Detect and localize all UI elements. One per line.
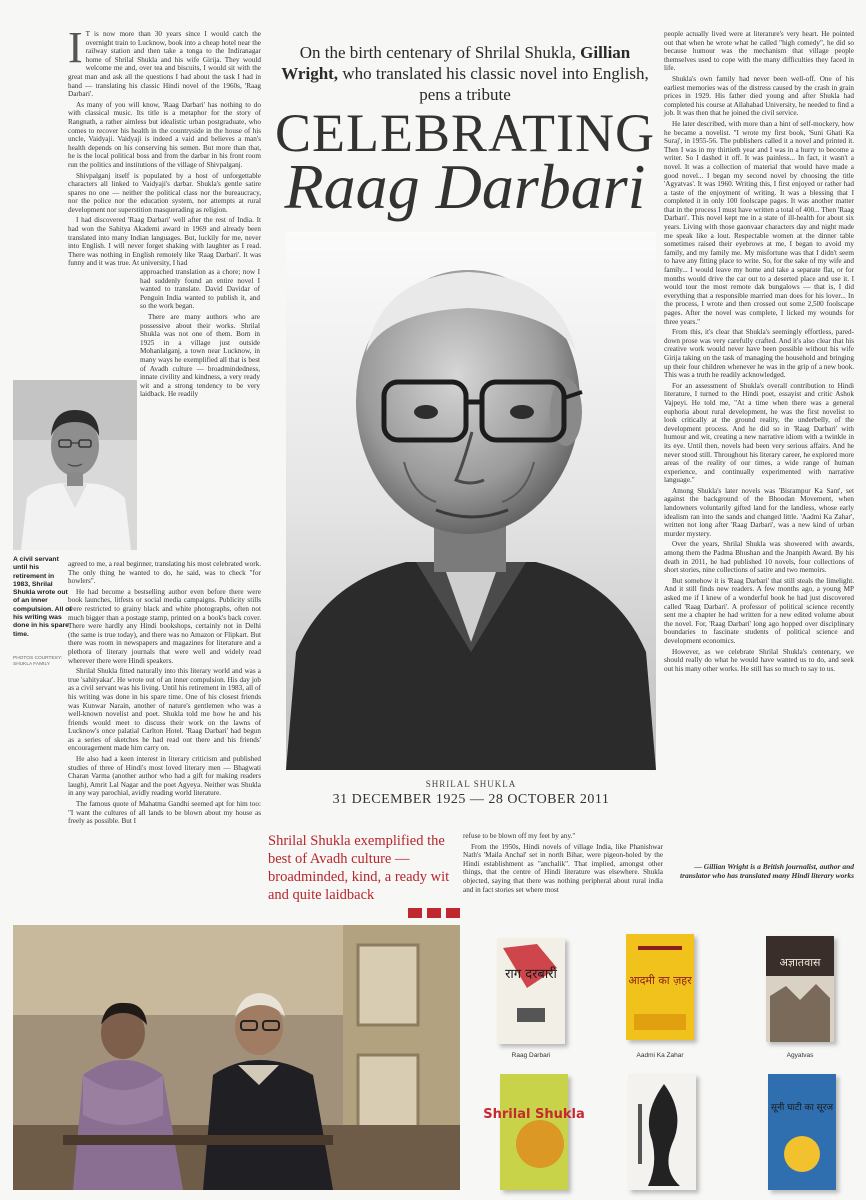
- paragraph: He had become a bestselling author even before there were book launches, litfests or social media campaigns. Publicity stills were restricted to grainy black and white photographs, often not much bigger than a postage stamp, printed on a book's back cover. There were hardly any Hindi bookshops, certainly not in Delhi (the same is true today), and there was no Amazon or Flipkart. But there was room in newspapers and magazines for literature and a plethora of literary journals that were well and widely read wherever there were Hindi speakers.: [68, 587, 261, 665]
- separator-block: [408, 908, 422, 918]
- book-cover-aadmi-ka-zahar: [626, 934, 694, 1040]
- headline-raag-darbari: Raag Darbari: [284, 151, 646, 222]
- article-column-4: [463, 832, 663, 896]
- article-column-3: [68, 560, 261, 890]
- paragraph: From this, it's clear that Shukla's seemingly effortless, pared-down prose was very carefully crafted. And it's also clear that his creative work would never have been possible without his wife Girija taking on the task of managing the household and bringing up their four children whenever he was in the grip of a new book. This was a truth he readily acknowledged.: [664, 328, 854, 380]
- paragraph: Over the years, Shrilal Shukla was showered with awards, among them the Padma Bhushan and the Jnanpith Award. By his death in 2011, he had published 10 novels, four collections of short stories, nine collections of satire and two memoirs.: [664, 540, 854, 575]
- paragraph: I T is now more than 30 years since I would catch the overnight train to Lucknow, book into a cheap hotel near the railway station and then take a tonga to the Indiranagar home of Shrilal Shukla and his wife Girija. They would welcome me and, over tea and biscuits, I would sit with the great man and ask all the questions I had about the task I had in hand — translating his classic Hindi novel of the 1960s, 'Raag Darbari'.: [68, 23, 261, 99]
- main-portrait-photo: [286, 232, 656, 770]
- section-separator: [408, 908, 460, 918]
- book-cover-title: सूनी घाटी का सूरज: [770, 1103, 834, 1113]
- article-column-1: [68, 23, 261, 268]
- paragraph: But somehow it is 'Raag Darbari' that still steals the limelight. And it still finds new readers. A few months ago, a young MP asked me if I knew of a wonderful book he had just discovered called 'Raag Darbari'. A professor of political science recently sent me a chapter he had written for a new edited volume about the novel. For, 'Raag Darbari' long ago hopped over disciplinary boundaries to fascinate students of political science and development economics.: [664, 576, 854, 645]
- book-cover-title: Shrilal Shukla: [483, 1107, 585, 1122]
- couple-photo: [13, 925, 460, 1190]
- paragraph: people actually lived were at literature's very heart. He pointed out that when he wrote what he called "high comedy", he did so because humour was the mechanism that village people themselves used to cope with the many difficulties they faced in life.: [664, 30, 854, 73]
- separator-block: [427, 908, 441, 918]
- paragraph: refuse to be blown off my feet by any.": [463, 832, 576, 840]
- portrait-caption-name: SHRILAL SHUKLA: [425, 779, 517, 789]
- paragraph: He later described, with more than a hint of self-mockery, how he became a novelist. "I wrote my first book, 'Suni Ghati Ka Suraj', in 1955-56. The publishers called it a novel and printed it. Then I was in my thirtieth year and I was in a hurry to become a writer. So I dashed it off. It was painless... In fact, it wasn't a novel. It was a collection of material that would have made a good novel... I began my second novel by choosing the title 'Agyatvas'. It was 1960. Writing this, I first enjoyed or rather had a taste of the enjoyment of writing. It was a blessing that I completed it in only 100 foolscape pages. It was another matter that in the process I must have written a total of 400... Then 'Raag Darbari'. This novel kept me in a state of ill-health for about six years. Living with those gaonvaar characters day and night made me speak like a lout. Respectable women at the dinner table sometimes raised their eyebrows at me, I began to avoid my family, and my family me. My misfortune was that I didn't seem to have any fitting place to write. So, for the sake of my wife and family... I would leave my home and take a separate flat, or for months would drive the car out to a deserted place and use it. I would tour the most remote dak bungalows — that is, I did everything that a responsible married man does for his lover... In the process, I wrote and then crossed out some 2,500 foolscape pages. After the novel was complete, I licked my wounds for three years.": [664, 119, 854, 326]
- paragraph: Shukla's own family had never been well-off. One of his earliest memories was of the distress caused by the crash in grain prices in 1929. His father died young and after Shukla had completed his course at Allahabad University, he needed to find a job. It was then that he joined the civil service.: [664, 74, 854, 118]
- pull-quote: Shrilal Shukla exemplified the best of Avadh culture — broadminded, kind, a ready wit and quite laidback: [268, 833, 450, 903]
- paragraph: agreed to me, a real beginner, translating his most celebrated work. The only thing he wanted to do, he said, was to check "for howlers".: [68, 560, 261, 586]
- portrait-caption-dates: 31 DECEMBER 1925 — 28 OCTOBER 2011: [332, 792, 610, 807]
- book-cover-agyatvas: [766, 936, 834, 1042]
- standfirst: On the birth centenary of Shrilal Shukla, Gillian Wright, who translated his classic novel into English, pens a tribute: [281, 43, 649, 104]
- book-cover-shrilal-shukla: [483, 1074, 585, 1190]
- paragraph: For an assessment of Shukla's overall contribution to Hindi literature, I turned to the Hindi poet, essayist and critic Ashok Vajpeyi. He told me, "At a time when there was a general euphoria about rural development, he was the first novelist to look critically at the ground reality, the underbelly, of the development process. And he did so in 'Raag Darbari' with humour and wit, creating a new narrative idiom with a twinkle in its eye. Until then, novels had been very serious affairs. And he never stood still. Throughout his literary career, he explored more areas of the reality of our times, a wide range of human experience, and continually experimented with narrative language.": [664, 381, 854, 485]
- book-label-aadmi-ka-zahar: Aadmi Ka Zahar: [636, 1052, 684, 1059]
- book-cover-title: आदमी का ज़हर: [628, 974, 692, 987]
- drop-cap: I: [68, 23, 83, 72]
- book-cover-raag-darbari: [497, 938, 565, 1044]
- article-column-5: [664, 30, 854, 860]
- book-cover-title: अज्ञातवास: [779, 956, 821, 969]
- author-byline: — Gillian Wright is a British journalist, author and translator who has translated many Hindi literary works: [680, 862, 854, 880]
- author-name: Gillian Wright,: [281, 43, 631, 83]
- separator-block: [446, 908, 460, 918]
- article-column-2: [140, 268, 260, 558]
- paragraph: From the 1950s, Hindi novels of village India, like Phanishwar Nath's 'Maila Anchal' set in north Bihar, were pigeon-holed by the Hindi establishment as "anchalik". That implied, amongst other things, that the centre of Hindi literature was elsewhere. Shukla objected, saying that there was nothing peripheral about rural india and in fact stories set where most: [463, 842, 663, 894]
- inset-portrait-photo: [13, 380, 137, 550]
- book-cover-untitled: [628, 1074, 696, 1190]
- paragraph: Among Shukla's later novels was 'Bisrampur Ka Sant', set against the background of the Bhoodan Movement, when landowners voluntarily gifted land for the landless, whose early idealism ran into the sands and changed little. 'Aadmi Ka Zahar', written not long after 'Raag Darbari', was a new kind of urban murder mystery.: [664, 486, 854, 538]
- inset-caption: A civil servant until his retirement in 1983, Shrilal Shukla wrote out of an inner compulsion. All of his writing was done in his spare time.: [13, 556, 72, 638]
- paragraph: approached translation as a chore; now I had suddenly found an entire novel I wanted to translate. David Davidar of Penguin India wanted to publish it, and so the work began.: [140, 268, 260, 311]
- paragraph: I had discovered 'Raag Darbari' well after the rest of India. It had won the Sahitya Akademi award in 1969 and already been translated into many Indian languages. But, luckily for me, never into English. I will never forget shaking with laughter as I read. There was nothing in English remotely like 'Raag Darbari'. It was funny and it was true. At university, I had: [68, 216, 261, 268]
- paragraph: There are many authors who are possessive about their works. Shrilal Shukla was not one of them. Born in 1925 in a village just outside Mohanlalganj, a town near Lucknow, in many ways he exemplified all that is best of Avadh culture — broadmindedness, innate civility and kindness, a very ready wit and a strong tendency to be very laidback. He readily: [140, 312, 260, 399]
- headline-celebrating: CELEBRATING: [275, 103, 655, 163]
- paragraph: He also had a keen interest in literary criticism and published studies of three of Hindi's most loved literary men — Bhagwati Charan Varma (another author who had a gift for making readers laugh), Amrit Lal Nagar and the poet Agyeya. Neither was Shukla in any way parochial, avidly reading world literature.: [68, 755, 261, 798]
- paragraph: The famous quote of Mahatma Gandhi seemed apt for him too: "I want the cultures of all lands to be blown about my house as freely as possible. But I: [68, 800, 261, 826]
- book-label-agyatvas: Agyatvas: [786, 1052, 814, 1059]
- paragraph: Shivpalganj itself is populated by a host of unforgettable characters all linked to Vaidyaji's darbar. Shukla's gentle satire spares no one — neither the political class nor the bureaucracy, nor the police nor the education system, nor attempts at rural development nor superstition masquerading as religion.: [68, 171, 261, 214]
- photo-credit: PHOTOS COURTESY: SHUKLA FAMILY: [13, 656, 63, 667]
- book-label-raag-darbari: Raag Darbari: [511, 1052, 551, 1059]
- paragraph: As many of you will know, 'Raag Darbari' has nothing to do with classical music. Its title is a metaphor for the story of Rangnath, a rather aimless but idealistic urban postgraduate, who comes to recover his health in the countryside in the house of his uncle, Vaidyaji. Vaidyaji is indeed a vaid and believes a man's health depends on his conserving his semen. But more than that, he is the local political boss and from the darbar in his front room run the politics and institutions of the village of Shivpalganj.: [68, 100, 261, 169]
- book-cover-suni-ghati: [768, 1074, 836, 1190]
- paragraph: However, as we celebrate Shrilal Shukla's centenary, we should really do what he would have wanted us to do, and seek out his many other works. He still has so much to say to us.: [664, 647, 854, 673]
- paragraph: Shrilal Shukla fitted naturally into this literary world and was a true 'sahityakar'. He wrote out of an inner compulsion. His day job as a civil servant was his living. Until his retirement in 1983, all of his writing was done in his spare time. One of his closest friends was Kunwar Narain, another of nature's gentlemen who was a well-known novelist and poet. Shukla told me how he and his friends would meet to discuss their work on the lawns of Lucknow's once palatial Carlton Hotel. 'Raag Darbari' had begun as a series of sketches he had read out there and his friends' encouragement made him carry on.: [68, 667, 261, 753]
- book-cover-title: राग दरबारी: [505, 967, 557, 982]
